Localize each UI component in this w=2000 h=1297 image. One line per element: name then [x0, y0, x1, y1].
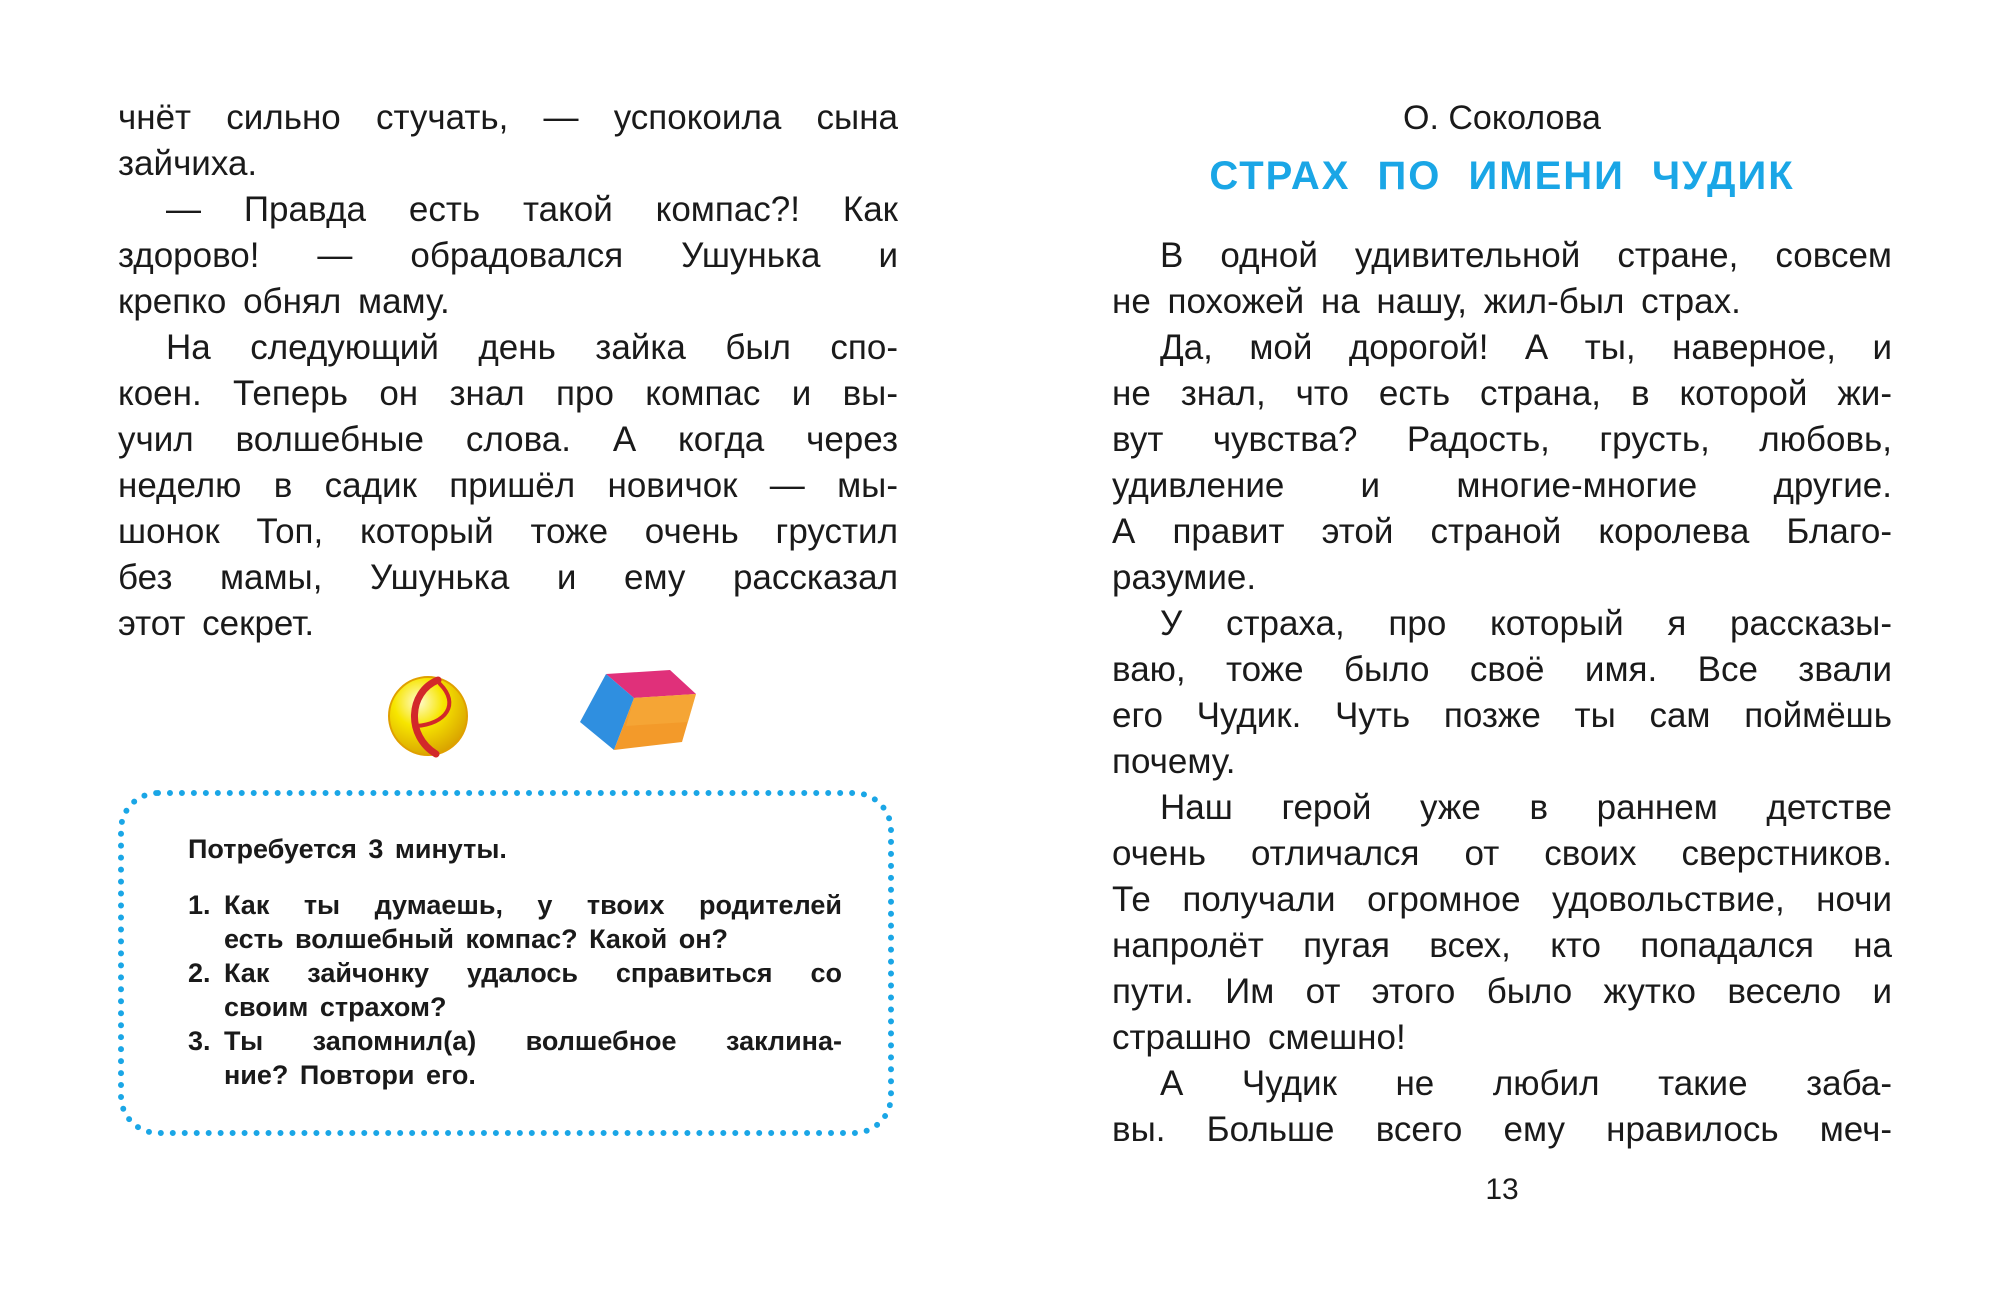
paragraph [1112, 601, 1892, 785]
question-text-line: ние? Повтори его. [224, 1060, 476, 1090]
cube-icon [578, 668, 698, 752]
text-line: коен. Теперь он знал про компас и вы- [118, 374, 898, 413]
text-line: А Чудик не любил такие заба- [1160, 1064, 1892, 1103]
text-line: вы. Больше всего ему нравилось меч- [1112, 1110, 1892, 1149]
text-line: его Чудик. Чуть позже ты сам поймёшь [1112, 696, 1892, 735]
page-number: 13 [1485, 1173, 1519, 1206]
paragraph [1112, 1061, 1892, 1153]
text-line: почему. [1112, 742, 1236, 781]
text-line: чнёт сильно стучать, — успокоила сына [118, 98, 898, 137]
paragraph [1112, 233, 1892, 325]
right-page [1000, 0, 2000, 1297]
questions-content [188, 832, 842, 1092]
question-text-line: Как зайчонку удалось справиться со [224, 958, 842, 988]
question-text-line: есть волшебный компас? Какой он? [224, 924, 728, 954]
text-line: пути. Им от этого было жутко весело и [1112, 972, 1892, 1011]
paragraph [118, 187, 898, 325]
paragraph [1112, 785, 1892, 1061]
text-line: ваю, тоже было своё имя. Все звали [1112, 650, 1892, 689]
questions-list [188, 888, 842, 1092]
author-name: О. Соколова [1403, 99, 1601, 137]
text-line: Наш герой уже в раннем детстве [1160, 788, 1892, 827]
right-story-text [1112, 233, 1892, 1153]
text-line: вут чувства? Радость, грусть, любовь, [1112, 420, 1892, 459]
question-number: 1. [188, 890, 211, 920]
text-line: А правит этой страной королева Благо- [1112, 512, 1892, 551]
text-line: без мамы, Ушунька и ему рассказал [118, 558, 898, 597]
question-text-line: Как ты думаешь, у твоих родителей [224, 890, 842, 920]
text-line: этот секрет. [118, 604, 315, 643]
text-line: зайчиха. [118, 144, 258, 183]
text-line: крепко обнял маму. [118, 282, 450, 321]
question-text-line: своим страхом? [224, 992, 447, 1022]
question-item [188, 888, 842, 956]
text-line: шонок Топ, который тоже очень грустил [118, 512, 898, 551]
text-line: разумие. [1112, 558, 1257, 597]
text-line: Те получали огромное удовольствие, ночи [1112, 880, 1892, 919]
text-line: Да, мой дорогой! А ты, наверное, и [1160, 328, 1892, 367]
text-line: страшно смешно! [1112, 1018, 1406, 1057]
text-line: У страха, про который я рассказы- [1160, 604, 1892, 643]
question-item [188, 1024, 842, 1092]
text-line: — Правда есть такой компас?! Как [166, 190, 898, 229]
text-line: очень отличался от своих сверстников. [1112, 834, 1892, 873]
story-title: СТРАХ ПО ИМЕНИ ЧУДИК [1209, 154, 1795, 198]
text-line: напролёт пугая всех, кто попадался на [1112, 926, 1892, 965]
text-line: неделю в садик пришёл новичок — мы- [118, 466, 898, 505]
paragraph [118, 95, 898, 187]
question-number: 3. [188, 1026, 211, 1056]
text-line: здорово! — обрадовался Ушунька и [118, 236, 898, 275]
text-line: удивление и многие-многие другие. [1112, 466, 1892, 505]
time-note: Потребуется 3 минуты. [188, 834, 507, 864]
text-line: не похожей на нашу, жил-был страх. [1112, 282, 1741, 321]
text-line: не знал, что есть страна, в которой жи- [1112, 374, 1892, 413]
text-line: На следующий день зайка был спо- [166, 328, 898, 367]
questions-box [118, 790, 894, 1136]
ball-icon [386, 674, 470, 758]
question-text-line: Ты запомнил(а) волшебное заклина- [224, 1026, 842, 1056]
paragraph [118, 325, 898, 647]
question-number: 2. [188, 958, 211, 988]
paragraph [1112, 325, 1892, 601]
text-line: учил волшебные слова. А когда через [118, 420, 898, 459]
text-line: В одной удивительной стране, совсем [1160, 236, 1892, 275]
left-story-text [118, 95, 898, 647]
question-item [188, 956, 842, 1024]
